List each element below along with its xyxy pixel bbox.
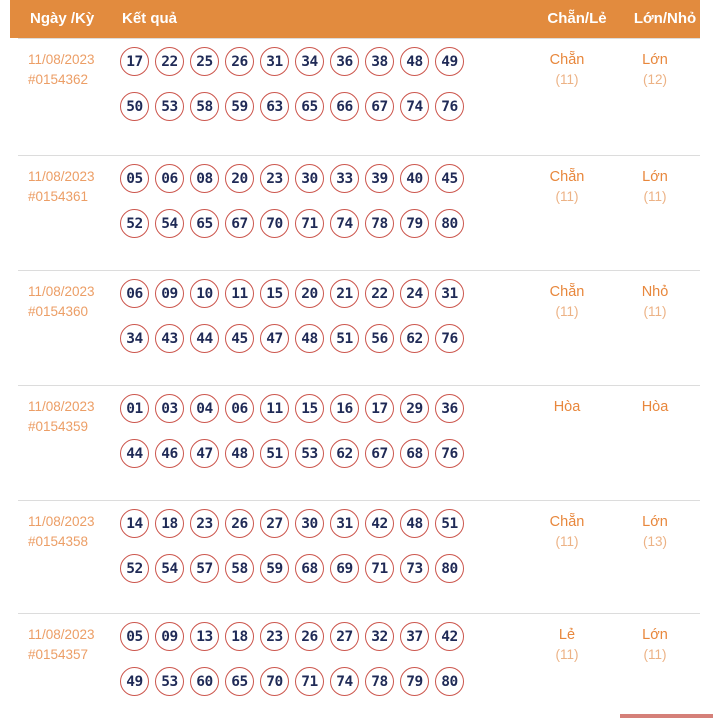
result-numbers [120,47,464,137]
number-ball: 53 [155,92,184,121]
number-ball: 79 [400,667,429,696]
number-line [120,209,464,238]
chan-le-count: (11) [555,534,579,549]
number-line [120,324,464,353]
number-ball: 03 [155,394,184,423]
number-ball: 74 [400,92,429,121]
number-ball: 48 [295,324,324,353]
number-ball: 31 [260,47,289,76]
draw-date: 11/08/2023 [28,284,95,299]
result-numbers [120,279,464,369]
results-table-body [0,38,713,718]
number-ball: 17 [365,394,394,423]
number-line [120,394,464,423]
number-ball: 26 [225,509,254,538]
lon-nho-count: (13) [642,534,667,549]
number-ball: 63 [260,92,289,121]
draw-date-cell [28,282,95,322]
number-line [120,622,464,651]
number-ball: 21 [330,279,359,308]
number-ball: 20 [225,164,254,193]
results-table-header [10,0,700,38]
lon-nho-value: Lớn [642,627,668,643]
draw-id: #0154359 [28,419,89,434]
number-ball: 15 [295,394,324,423]
lon-nho-value: Lớn [642,169,668,185]
draw-date: 11/08/2023 [28,627,95,642]
number-ball: 67 [365,92,394,121]
number-ball: 52 [120,554,149,583]
number-ball: 42 [365,509,394,538]
number-ball: 11 [225,279,254,308]
number-ball: 67 [225,209,254,238]
number-ball: 23 [190,509,219,538]
number-ball: 62 [330,439,359,468]
number-ball: 05 [120,164,149,193]
draw-date-cell [28,512,95,552]
number-ball: 31 [435,279,464,308]
draw-date: 11/08/2023 [28,514,95,529]
number-ball: 60 [190,667,219,696]
chan-le-value: Chẵn [549,169,585,185]
table-row [0,500,713,613]
number-ball: 31 [330,509,359,538]
number-ball: 49 [435,47,464,76]
draw-id: #0154357 [28,647,89,662]
number-ball: 56 [365,324,394,353]
number-ball: 48 [225,439,254,468]
number-ball: 17 [120,47,149,76]
number-ball: 48 [400,509,429,538]
number-ball: 80 [435,667,464,696]
number-ball: 22 [155,47,184,76]
number-ball: 54 [155,209,184,238]
draw-date: 11/08/2023 [28,169,95,184]
number-ball: 11 [260,394,289,423]
number-ball: 13 [190,622,219,651]
number-ball: 33 [330,164,359,193]
number-ball: 66 [330,92,359,121]
number-ball: 51 [260,439,289,468]
draw-id: #0154362 [28,72,89,87]
number-ball: 06 [225,394,254,423]
number-ball: 65 [225,667,254,696]
number-ball: 39 [365,164,394,193]
number-ball: 08 [190,164,219,193]
number-ball: 29 [400,394,429,423]
lon-nho-value: Lớn [642,514,668,530]
lon-nho-count: (12) [642,72,667,87]
number-ball: 74 [330,209,359,238]
number-ball: 71 [295,667,324,696]
column-header-lon-nho: Lớn/Nhỏ [633,10,697,27]
number-ball: 43 [155,324,184,353]
number-ball: 46 [155,439,184,468]
draw-date-cell [28,625,95,665]
lon-nho-cell [595,168,713,206]
number-ball: 09 [155,622,184,651]
lon-nho-value: Lớn [642,52,668,68]
number-ball: 79 [400,209,429,238]
number-ball: 71 [295,209,324,238]
number-ball: 37 [400,622,429,651]
draw-id: #0154360 [28,304,89,319]
number-ball: 78 [365,667,394,696]
number-ball: 15 [260,279,289,308]
table-row [0,38,713,155]
number-line [120,667,464,696]
number-ball: 44 [120,439,149,468]
number-line [120,509,464,538]
number-ball: 58 [225,554,254,583]
number-ball: 25 [190,47,219,76]
number-ball: 04 [190,394,219,423]
number-ball: 47 [260,324,289,353]
draw-date-cell [28,397,95,437]
number-ball: 05 [120,622,149,651]
number-ball: 47 [190,439,219,468]
draw-date-cell [28,167,95,207]
column-header-ket-qua: Kết quả [122,10,178,27]
number-ball: 52 [120,209,149,238]
number-ball: 40 [400,164,429,193]
number-ball: 27 [330,622,359,651]
number-ball: 80 [435,209,464,238]
number-ball: 70 [260,667,289,696]
number-ball: 26 [295,622,324,651]
number-ball: 06 [120,279,149,308]
number-ball: 34 [295,47,324,76]
number-ball: 59 [225,92,254,121]
number-ball: 20 [295,279,324,308]
number-ball: 51 [435,509,464,538]
number-ball: 06 [155,164,184,193]
lon-nho-cell [595,51,713,89]
number-ball: 09 [155,279,184,308]
number-ball: 01 [120,394,149,423]
chan-le-count: (11) [555,647,579,662]
draw-id: #0154358 [28,534,89,549]
number-ball: 68 [400,439,429,468]
number-ball: 80 [435,554,464,583]
number-ball: 45 [225,324,254,353]
chan-le-value: Lẻ [558,627,576,643]
number-ball: 70 [260,209,289,238]
chan-le-count: (11) [555,72,579,87]
result-numbers [120,622,464,712]
number-ball: 54 [155,554,184,583]
number-ball: 14 [120,509,149,538]
result-numbers [120,394,464,484]
number-ball: 51 [330,324,359,353]
number-ball: 26 [225,47,254,76]
chan-le-value: Chẵn [549,514,585,530]
number-ball: 73 [400,554,429,583]
number-ball: 30 [295,164,324,193]
number-ball: 44 [190,324,219,353]
number-ball: 16 [330,394,359,423]
draw-date-cell [28,50,95,90]
number-ball: 76 [435,92,464,121]
draw-id: #0154361 [28,189,89,204]
number-ball: 76 [435,439,464,468]
number-ball: 30 [295,509,324,538]
number-ball: 68 [295,554,324,583]
number-ball: 49 [120,667,149,696]
number-ball: 58 [190,92,219,121]
number-ball: 24 [400,279,429,308]
number-ball: 23 [260,622,289,651]
table-row [0,385,713,500]
number-ball: 22 [365,279,394,308]
number-ball: 38 [365,47,394,76]
chan-le-count: (11) [555,304,579,319]
draw-date: 11/08/2023 [28,52,95,67]
result-numbers [120,164,464,254]
lon-nho-value: Hòa [641,399,669,415]
number-ball: 53 [155,667,184,696]
number-ball: 53 [295,439,324,468]
chan-le-value: Chẵn [549,284,585,300]
number-ball: 42 [435,622,464,651]
lon-nho-count: (11) [643,304,667,319]
number-line [120,554,464,583]
number-ball: 67 [365,439,394,468]
number-ball: 45 [435,164,464,193]
chan-le-value: Hòa [553,399,581,415]
number-ball: 50 [120,92,149,121]
column-header-chan-le: Chẵn/Lẻ [547,10,607,27]
partial-element-bottom-right [620,714,713,718]
table-row [0,613,713,718]
table-row [0,155,713,270]
result-numbers [120,509,464,599]
lon-nho-cell [595,626,713,664]
draw-date: 11/08/2023 [28,399,95,414]
column-header-date-ky: Ngày /Kỳ [30,10,95,27]
number-ball: 18 [225,622,254,651]
number-ball: 27 [260,509,289,538]
number-ball: 57 [190,554,219,583]
number-ball: 76 [435,324,464,353]
number-ball: 34 [120,324,149,353]
number-ball: 10 [190,279,219,308]
number-ball: 69 [330,554,359,583]
number-ball: 71 [365,554,394,583]
lon-nho-value: Nhỏ [641,284,669,300]
number-line [120,47,464,76]
number-line [120,439,464,468]
number-line [120,92,464,121]
number-ball: 18 [155,509,184,538]
lon-nho-count: (11) [643,189,667,204]
number-ball: 36 [330,47,359,76]
number-line [120,164,464,193]
number-ball: 65 [190,209,219,238]
number-ball: 48 [400,47,429,76]
number-ball: 74 [330,667,359,696]
table-row [0,270,713,385]
chan-le-value: Chẵn [549,52,585,68]
number-ball: 59 [260,554,289,583]
number-ball: 65 [295,92,324,121]
chan-le-count: (11) [555,189,579,204]
number-ball: 23 [260,164,289,193]
lon-nho-cell [595,283,713,321]
lon-nho-cell [595,398,713,416]
number-line [120,279,464,308]
number-ball: 32 [365,622,394,651]
number-ball: 62 [400,324,429,353]
lon-nho-cell [595,513,713,551]
number-ball: 78 [365,209,394,238]
lon-nho-count: (11) [643,647,667,662]
number-ball: 36 [435,394,464,423]
